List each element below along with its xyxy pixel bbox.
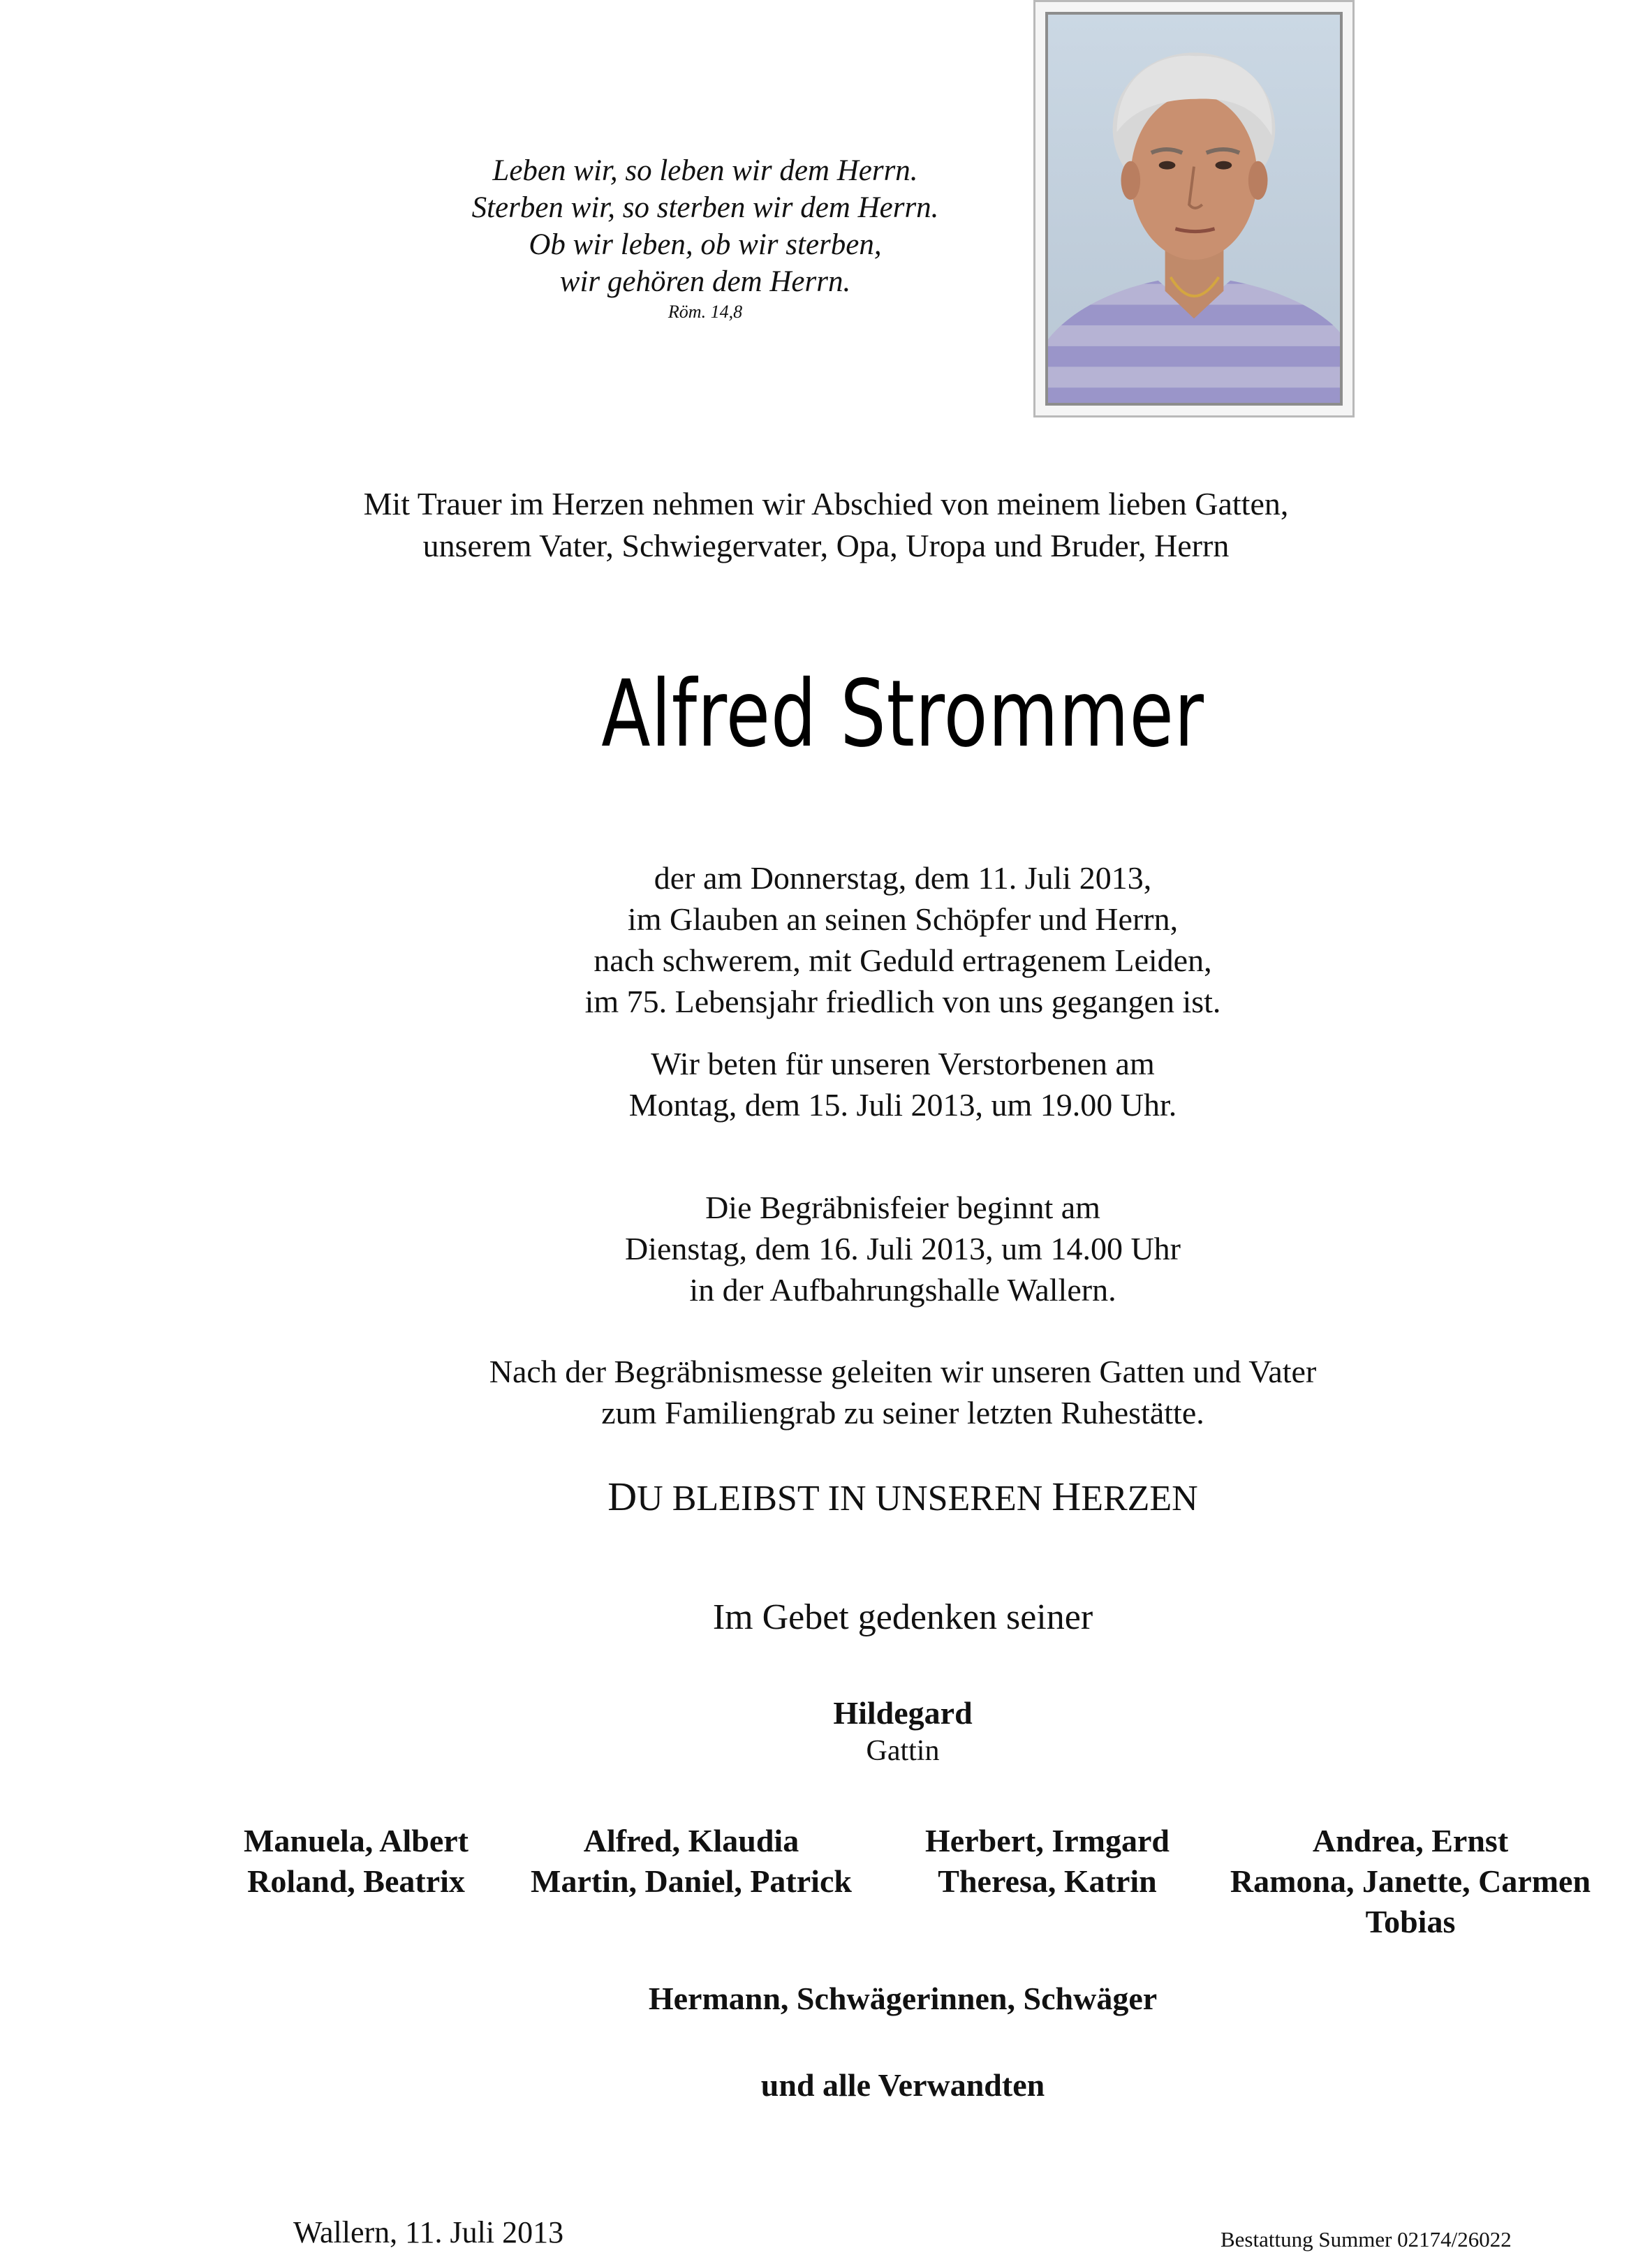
family-column xyxy=(209,1821,503,1902)
prayer-service-paragraph xyxy=(267,1043,1538,1125)
family-line: Andrea, Ernst xyxy=(1312,1823,1509,1858)
verse-line: Sterben wir, so sterben wir dem Herrn. xyxy=(471,191,939,224)
family-line: Ramona, Janette, Carmen xyxy=(1230,1863,1591,1899)
text-line: nach schwerem, mit Geduld ertragenem Leiden, xyxy=(593,942,1212,978)
text-line: im 75. Lebensjahr friedlich von uns gegangen ist. xyxy=(584,984,1221,1019)
undertaker-contact: Bestattung Summer 02174/26022 xyxy=(1220,2227,1512,2252)
burial-paragraph xyxy=(267,1351,1538,1433)
verse-line: wir gehören dem Herrn. xyxy=(559,265,851,298)
family-column xyxy=(503,1821,880,1902)
family-line: Theresa, Katrin xyxy=(938,1863,1157,1899)
intro-line: Mit Trauer im Herzen nehmen wir Abschied von meinem lieben Gatten, xyxy=(363,486,1289,522)
motto xyxy=(267,1474,1538,1521)
family-line: Tobias xyxy=(1365,1904,1456,1939)
intro-line: unserem Vater, Schwiegervater, Opa, Uropa und Bruder, Herrn xyxy=(422,528,1230,563)
place-date: Wallern, 11. Juli 2013 xyxy=(293,2215,564,2249)
text-line: zum Familiengrab zu seiner letzten Ruhestätte. xyxy=(601,1395,1204,1430)
text-line: Wir beten für unseren Verstorbenen am xyxy=(651,1046,1155,1081)
all-relatives-line: und alle Verwandten xyxy=(760,2067,1045,2103)
verse-line: Ob wir leben, ob wir sterben, xyxy=(529,228,882,261)
motto-initial: H xyxy=(1052,1474,1082,1519)
funeral-paragraph xyxy=(267,1187,1538,1310)
family-line: Martin, Daniel, Patrick xyxy=(531,1863,852,1899)
deceased-name: Alfred Strommer xyxy=(601,660,1204,768)
intro-text xyxy=(267,483,1385,567)
family-line: Roland, Beatrix xyxy=(247,1863,465,1899)
text-line: Dienstag, dem 16. Juli 2013, um 14.00 Uhr xyxy=(625,1231,1181,1266)
portrait-photo xyxy=(1045,12,1343,406)
text-line: Nach der Begräbnismesse geleiten wir unseren Gatten und Vater xyxy=(489,1354,1317,1389)
text-line: der am Donnerstag, dem 11. Juli 2013, xyxy=(654,860,1152,896)
motto-text: U BLEIBST IN UNSEREN xyxy=(637,1479,1052,1518)
text-line: im Glauben an seinen Schöpfer und Herrn, xyxy=(627,901,1179,937)
text-line: Die Begräbnisfeier beginnt am xyxy=(705,1190,1100,1225)
text-line: Montag, dem 15. Juli 2013, um 19.00 Uhr. xyxy=(628,1087,1177,1123)
text-line: in der Aufbahrungshalle Wallern. xyxy=(689,1272,1116,1308)
family-line: Manuela, Albert xyxy=(244,1823,469,1858)
bible-verse xyxy=(391,152,1019,324)
portrait-illustration xyxy=(1048,15,1340,403)
spouse-role: Gattin xyxy=(866,1735,940,1767)
family-column xyxy=(1215,1821,1606,1942)
family-line: Alfred, Klaudia xyxy=(583,1823,799,1858)
motto-initial: D xyxy=(607,1474,637,1519)
spouse-name: Hildegard xyxy=(833,1695,973,1731)
family-line: Herbert, Irmgard xyxy=(925,1823,1170,1858)
death-details-paragraph xyxy=(267,857,1538,1022)
verse-line: Leben wir, so leben wir dem Herrn. xyxy=(492,154,918,187)
relatives-line: Hermann, Schwägerinnen, Schwäger xyxy=(648,1981,1158,2016)
family-column xyxy=(880,1821,1215,1902)
portrait-photo-frame xyxy=(1033,0,1355,417)
motto-text: ERZEN xyxy=(1081,1479,1198,1518)
prayer-line: Im Gebet gedenken seiner xyxy=(712,1597,1093,1637)
verse-reference: Röm. 14,8 xyxy=(668,302,743,322)
